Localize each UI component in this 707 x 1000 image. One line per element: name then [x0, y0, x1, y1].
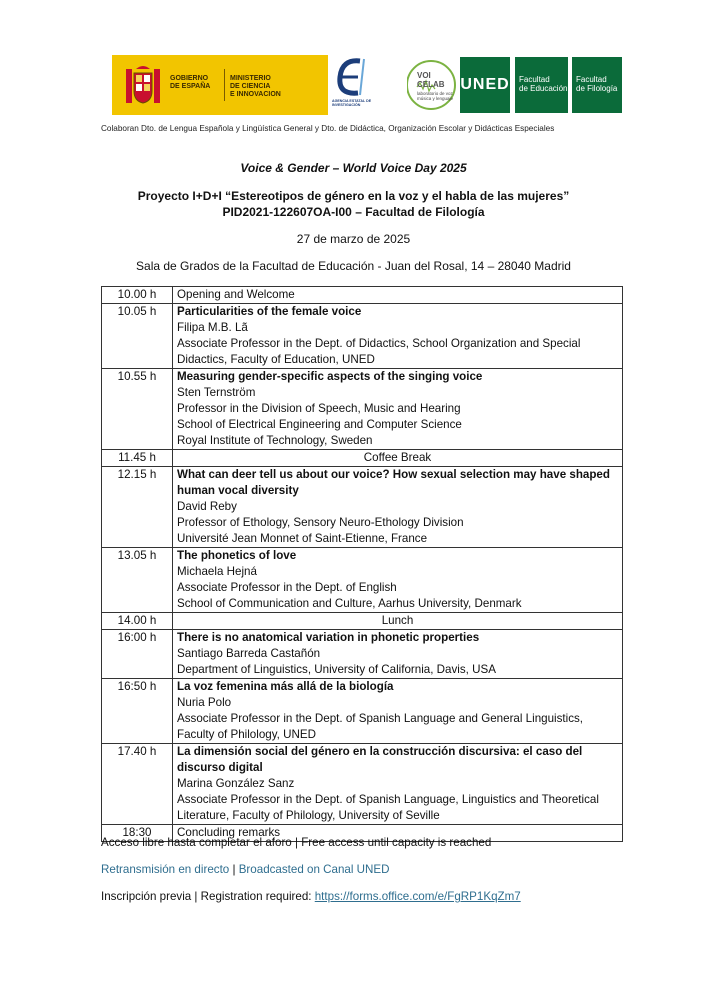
speaker-name: Santiago Barreda Castañón	[177, 647, 321, 660]
program-session	[173, 369, 623, 450]
speaker-name: Sten Ternström	[177, 386, 256, 399]
session-title: Measuring gender-specific aspects of the singing voice	[177, 370, 483, 383]
session-title: Opening and Welcome	[177, 288, 295, 301]
gobierno-logo	[112, 55, 328, 115]
speaker-affiliation: School of Communication and Culture, Aarhus University, Denmark	[177, 597, 522, 610]
program-row	[102, 287, 623, 304]
speaker-name: Filipa M.B. Lã	[177, 321, 248, 334]
session-title: There is no anatomical variation in phonetic properties	[177, 631, 480, 644]
program-session	[173, 548, 623, 613]
program-time: 10.00 h	[102, 287, 173, 304]
fac-filologia-logo	[572, 57, 622, 113]
speaker-affiliation: Associate Professor in the Dept. of Spanish Language, Linguistics and Theoretical Literature, Faculty of Philology, University of Seville	[177, 793, 599, 822]
session-title: La voz femenina más allá de la biología	[177, 680, 394, 693]
speaker-affiliation: Associate Professor in the Dept. of English	[177, 581, 397, 594]
fac-educacion-logo	[515, 57, 568, 113]
program-time: 18:30	[102, 825, 173, 842]
registration-line	[101, 890, 521, 903]
program-session	[173, 287, 623, 304]
fac-educacion-text: Facultad de Educación	[519, 75, 568, 93]
speaker-affiliation: Associate Professor in the Dept. of Spanish Language and General Linguistics, Faculty of Philology, UNED	[177, 712, 584, 741]
program-row	[102, 369, 623, 450]
program-row	[102, 304, 623, 369]
project-code: PID2021-122607OA-I00 – Facultad de Filología	[222, 205, 485, 219]
program-time: 11.45 h	[102, 450, 173, 467]
program-time: 10.05 h	[102, 304, 173, 369]
program-time: 13.05 h	[102, 548, 173, 613]
stream-separator: |	[229, 863, 239, 876]
program-session	[173, 450, 623, 467]
program-row	[102, 467, 623, 548]
aei-logo	[330, 55, 372, 115]
speaker-name: David Reby	[177, 500, 237, 513]
speaker-affiliation: Université Jean Monnet of Saint-Etienne, France	[177, 532, 428, 545]
program-time: 10.55 h	[102, 369, 173, 450]
speaker-affiliation: School of Electrical Engineering and Computer Science	[177, 418, 462, 431]
speaker-name: Marina González Sanz	[177, 777, 295, 790]
fac-filologia-text: Facultad de Filología	[576, 75, 618, 93]
event-title: Voice & Gender – World Voice Day 2025	[240, 161, 467, 175]
session-title: Coffee Break	[363, 451, 432, 464]
speaker-name: Nuria Polo	[177, 696, 232, 709]
speaker-affiliation: Professor in the Division of Speech, Music and Hearing	[177, 402, 461, 415]
program-session	[173, 744, 623, 825]
speaker-affiliation: Royal Institute of Technology, Sweden	[177, 434, 373, 447]
ministerio-text: MINISTERIO DE CIENCIA E INNOVACION	[230, 75, 281, 98]
collaborators-line: Colaboran Dto. de Lengua Española y Lingüística General y Dto. de Didáctica, Organización Escolar y Didácticas Especiales	[101, 124, 555, 133]
program-row	[102, 450, 623, 467]
program-row	[102, 630, 623, 679]
access-note: Acceso libre hasta completar el aforo | Free access until capacity is reached	[101, 836, 492, 849]
aei-e-icon	[330, 55, 372, 99]
logo-divider	[224, 69, 225, 101]
aei-text: AGENCIA ESTATAL DE INVESTIGACIÓN	[332, 99, 372, 107]
program-session	[173, 630, 623, 679]
program-session	[173, 679, 623, 744]
program-session	[173, 613, 623, 630]
program-time: 16:50 h	[102, 679, 173, 744]
program-time: 17.40 h	[102, 744, 173, 825]
uned-logo: UNED	[460, 57, 510, 113]
program-session	[173, 467, 623, 548]
project-title: Proyecto I+D+I “Estereotipos de género en la voz y el habla de las mujeres”	[137, 189, 570, 203]
session-title: Lunch	[381, 614, 414, 627]
project-heading	[0, 188, 707, 220]
program-session	[173, 304, 623, 369]
session-title: The phonetics of love	[177, 549, 297, 562]
program-row	[102, 613, 623, 630]
event-date: 27 de marzo de 2025	[296, 232, 411, 246]
registration-link[interactable]: https://forms.office.com/e/FgRP1KqZm7	[314, 890, 521, 903]
speaker-affiliation: Department of Linguistics, University of California, Davis, USA	[177, 663, 496, 676]
logo-bar	[0, 55, 707, 115]
program-table	[101, 286, 623, 842]
voicelab-subtitle: laboratorio de voz, música y lenguaje	[417, 91, 455, 101]
program-time: 12.15 h	[102, 467, 173, 548]
program-row	[102, 744, 623, 825]
session-title: Particularities of the female voice	[177, 305, 362, 318]
voicelab-logo	[407, 57, 457, 113]
program-time: 16:00 h	[102, 630, 173, 679]
voicelab-title: VOI CELAB	[417, 71, 445, 89]
program-row	[102, 679, 623, 744]
program-time: 14.00 h	[102, 613, 173, 630]
stream-en-link[interactable]: Broadcasted on Canal UNED	[238, 863, 390, 876]
session-title: La dimensión social del género en la construcción discursiva: el caso del discurso digital	[177, 745, 583, 774]
speaker-affiliation: Professor of Ethology, Sensory Neuro-Ethology Division	[177, 516, 464, 529]
registration-label: Inscripción previa | Registration required:	[101, 890, 315, 903]
coat-of-arms-icon	[122, 63, 164, 107]
session-title: Concluding remarks	[177, 826, 281, 839]
session-title: What can deer tell us about our voice? How sexual selection may have shaped human vocal diversity	[177, 468, 610, 497]
speaker-name: Michaela Hejná	[177, 565, 257, 578]
event-venue: Sala de Grados de la Facultad de Educación - Juan del Rosal, 14 – 28040 Madrid	[136, 259, 571, 273]
stream-line	[101, 863, 390, 876]
gobierno-text: GOBIERNO DE ESPAÑA	[170, 75, 211, 90]
speaker-affiliation: Associate Professor in the Dept. of Didactics, School Organization and Special Didactics, Faculty of Education, UNED	[177, 337, 581, 366]
program-row	[102, 548, 623, 613]
stream-es-link[interactable]: Retransmisión en directo	[101, 863, 230, 876]
